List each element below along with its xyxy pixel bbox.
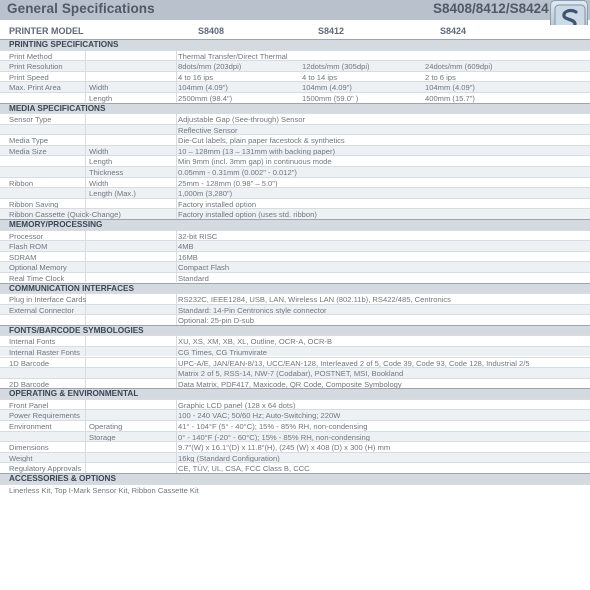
spec-row (0, 251, 590, 262)
column-divider (85, 199, 86, 209)
spec-value-s8408: 9.7"(W) x 16.1"(D) x 11.8"(H), (245 (W) x 408 (D) x 300 (H) mm (178, 443, 391, 453)
spec-row (0, 346, 590, 357)
section-header (0, 283, 590, 294)
spec-sublabel: Length (89, 157, 113, 167)
section-title: MEMORY/PROCESSING (9, 220, 103, 229)
spec-value-s8412: 104mm (4.09") (302, 83, 352, 93)
spec-label: SDRAM (9, 252, 37, 262)
spec-label: Max. Print Area (9, 83, 61, 93)
section-title: MEDIA SPECIFICATIONS (9, 103, 106, 113)
section-header (0, 39, 590, 50)
spec-value-s8408: Standard: 14-Pin Centronics style connector (178, 305, 327, 315)
section-title: COMMUNICATION INTERFACES (9, 283, 134, 293)
column-divider (176, 358, 177, 368)
column-divider (85, 315, 86, 325)
column-divider (176, 188, 177, 198)
spec-label: Print Resolution (9, 62, 63, 72)
column-divider (85, 336, 86, 346)
column-divider (85, 156, 86, 166)
spec-label: Power Requirements (9, 411, 80, 421)
column-divider (85, 146, 86, 156)
section-title: FONTS/BARCODE SYMBOLOGIES (9, 325, 144, 335)
spec-label: Front Panel (9, 400, 49, 410)
column-divider (85, 400, 86, 410)
spec-value-s8408: Reflective Sensor (178, 125, 238, 135)
column-divider (85, 135, 86, 145)
column-divider (176, 453, 177, 463)
column-divider (85, 51, 86, 61)
spec-row (0, 145, 590, 156)
column-divider (85, 453, 86, 463)
page-title: General Specifications (7, 1, 155, 16)
section-header (0, 473, 590, 484)
spec-value-s8408: UPC-A/E, JAN/EAN-8/13, UCC/EAN-128, Interleaved 2 of 5, Code 39, Code 93, Code 128, Industrial 2/5 (178, 358, 530, 368)
spec-row (0, 230, 590, 241)
column-divider (176, 51, 177, 61)
column-divider (85, 442, 86, 452)
spec-value-s8408: XU, XS, XM, XB, XL, Outline, OCR-A, OCR-B (178, 337, 333, 347)
spec-value-s8408: Min 9mm (incl. 3mm gap) in continuous mode (178, 157, 332, 167)
spec-row (0, 177, 590, 188)
spec-value-s8412: 1500mm (59.0" ) (302, 93, 359, 103)
spec-value-s8408: 10 – 128mm (13 – 131mm with backing paper) (178, 146, 336, 156)
column-divider (176, 231, 177, 241)
spec-value-s8408: 8dots/mm (203dpi) (178, 62, 242, 72)
section-title: PRINTING SPECIFICATIONS (9, 40, 119, 49)
spec-label: Flash ROM (9, 242, 48, 252)
spec-value-s8408: Compact Flash (178, 263, 230, 273)
spec-label: Internal Fonts (9, 337, 56, 347)
spec-value-s8408: 1,000m (3,280") (178, 189, 233, 199)
spec-label: Plug in Interface Cards (9, 295, 87, 304)
column-divider (85, 368, 86, 378)
spec-label: Print Speed (9, 72, 49, 82)
spec-label: Media Type (9, 136, 49, 146)
spec-value-s8408: CE, TÜV, UL, CSA, FCC Class B, CCC (178, 464, 310, 474)
spec-row (0, 124, 590, 135)
spec-label: Sensor Type (9, 115, 52, 124)
column-divider (176, 368, 177, 378)
spec-label: Ribbon Saving (9, 199, 59, 209)
spec-value-s8408: Data Matrix, PDF417, Maxicode, QR Code, Composite Symbology (178, 379, 402, 389)
column-divider (85, 410, 86, 420)
spec-value-s8408: 32-bit RISC (178, 231, 218, 241)
column-divider (176, 199, 177, 209)
column-divider (85, 114, 86, 124)
column-divider (176, 336, 177, 346)
spec-row (0, 60, 590, 71)
column-divider (176, 410, 177, 420)
column-divider (85, 82, 86, 92)
spec-value-s8408: 16MB (178, 252, 198, 262)
spec-row (0, 261, 590, 272)
spec-label: Dimensions (9, 443, 49, 453)
column-divider (85, 305, 86, 315)
column-divider (176, 146, 177, 156)
column-divider (176, 252, 177, 262)
column-divider (176, 305, 177, 315)
column-divider (176, 241, 177, 251)
spec-label: Weight (9, 453, 33, 463)
spec-value-s8408: 0° - 140°F (-20° - 60°C); 15% - 85% RH, non-condensing (178, 432, 370, 442)
spec-label: Media Size (9, 146, 47, 156)
spec-label: Linerless Kit, Top I-Mark Sensor Kit, Ribbon Cassette Kit (9, 485, 199, 495)
column-divider (85, 252, 86, 262)
model-s8408: S8408 (198, 26, 225, 36)
column-divider (176, 421, 177, 431)
column-divider (85, 262, 86, 272)
column-divider (85, 178, 86, 188)
column-divider (85, 188, 86, 198)
column-divider (176, 463, 177, 473)
spec-sublabel: Operating (89, 422, 123, 431)
spec-row (0, 367, 590, 378)
column-divider (176, 262, 177, 272)
spec-label: 2D Barcode (9, 379, 50, 389)
column-divider (176, 82, 177, 92)
spec-row (0, 272, 590, 283)
section-header (0, 219, 590, 230)
column-divider (85, 347, 86, 357)
spec-label: Processor (9, 231, 44, 241)
spec-value-s8424: 104mm (4.09") (425, 83, 475, 93)
spec-sublabel: Width (89, 146, 109, 156)
spec-value-s8408: Factory installed option (uses std. ribbon) (178, 210, 317, 220)
spec-sublabel: Thickness (89, 168, 124, 177)
spec-label: Print Method (9, 51, 53, 61)
spec-row (0, 462, 590, 473)
spec-label: 1D Barcode (9, 358, 50, 368)
spec-label: Environment (9, 422, 52, 431)
spec-label: Ribbon Cassette (Quick-Change) (9, 210, 121, 220)
spec-value-s8408: RS232C, IEEE1284, USB, LAN, Wireless LAN (802.11b), RS422/485, Centronics (178, 295, 451, 304)
spec-row (0, 357, 590, 368)
column-divider (85, 273, 86, 283)
section-title: OPERATING & ENVIRONMENTAL (9, 389, 139, 399)
spec-value-s8408: Standard (178, 273, 209, 283)
section-header (0, 388, 590, 399)
column-divider (176, 347, 177, 357)
spec-label: Internal Raster Fonts (9, 347, 80, 357)
spec-sublabel: Length (Max.) (89, 189, 136, 199)
column-divider (176, 294, 177, 304)
spec-value-s8424: 2 to 6 ips (425, 72, 456, 82)
spec-value-s8408: Optional: 25-pin D-sub (178, 316, 254, 326)
spec-row (0, 92, 590, 103)
spec-label: External Connector (9, 305, 75, 315)
spec-label: Real Time Clock (9, 273, 65, 283)
column-divider (85, 421, 86, 431)
column-divider (176, 209, 177, 219)
column-divider (85, 167, 86, 177)
spec-value-s8412: 12dots/mm (305dpi) (302, 62, 370, 72)
column-divider (85, 379, 86, 389)
column-divider (85, 231, 86, 241)
spec-value-s8408: 16kg (Standard Configuration) (178, 453, 280, 463)
column-divider (176, 114, 177, 124)
section-title: ACCESSORIES & OPTIONS (9, 474, 116, 483)
spec-value-s8408: 104mm (4.09") (178, 83, 228, 93)
column-divider (176, 93, 177, 103)
spec-row (0, 409, 590, 420)
spec-value-s8408: 41° - 104°F (5° - 40°C); 15% - 85% RH, non-condensing (178, 422, 368, 431)
model-s8412: S8412 (318, 26, 345, 36)
model-range-title: S8408/8412/S8424 (433, 1, 549, 16)
spec-value-s8408: Thermal Transfer/Direct Thermal (178, 51, 288, 61)
spec-row (0, 452, 590, 463)
spec-row (0, 81, 590, 92)
spec-value-s8424: 24dots/mm (609dpi) (425, 62, 493, 72)
column-divider (176, 379, 177, 389)
column-divider (176, 400, 177, 410)
spec-row (0, 134, 590, 145)
spec-value-s8408: 100 - 240 VAC; 50/60 Hz; Auto-Switching; 220W (178, 411, 341, 421)
column-divider (176, 315, 177, 325)
header-bar (0, 0, 590, 20)
spec-value-s8408: Graphic LCD panel (128 x 64 dots) (178, 400, 296, 410)
column-divider (85, 241, 86, 251)
column-divider (85, 125, 86, 135)
spec-row (0, 155, 590, 166)
spec-value-s8408: Matrix 2 of 5, RSS-14, NW-7 (Codabar), POSTNET, MSI, Bookland (178, 369, 404, 379)
column-divider (176, 125, 177, 135)
spec-row (0, 113, 590, 124)
spec-row (0, 166, 590, 177)
spec-row (0, 304, 590, 315)
spec-value-s8408: 0.05mm - 0.31mm (0.002" - 0.012") (178, 168, 297, 177)
spec-row (0, 484, 590, 495)
spec-value-s8408: CG Times, CG Triumvirate (178, 347, 268, 357)
column-divider (85, 358, 86, 368)
column-divider (176, 156, 177, 166)
spec-row (0, 399, 590, 410)
spec-value-s8412: 4 to 14 ips (302, 72, 338, 82)
spec-label: Regulatory Approvals (9, 464, 82, 474)
model-s8424: S8424 (440, 26, 467, 36)
spec-row (0, 314, 590, 325)
spec-value-s8424: 400mm (15.7") (425, 93, 475, 103)
spec-row (0, 198, 590, 209)
column-divider (176, 442, 177, 452)
printer-model-bar (0, 25, 590, 39)
column-divider (176, 135, 177, 145)
column-divider (176, 167, 177, 177)
spec-value-s8408: 4 to 16 ips (178, 72, 214, 82)
spec-row (0, 208, 590, 219)
column-divider (176, 72, 177, 82)
spec-sublabel: Width (89, 83, 109, 93)
spec-label: Optional Memory (9, 263, 67, 273)
spec-value-s8408: 2500mm (98.4") (178, 93, 233, 103)
column-divider (176, 178, 177, 188)
column-divider (85, 72, 86, 82)
spec-row (0, 187, 590, 198)
spec-row (0, 50, 590, 61)
spec-row (0, 335, 590, 346)
spec-sublabel: Width (89, 178, 109, 188)
spec-row (0, 431, 590, 442)
column-divider (85, 463, 86, 473)
spec-value-s8408: Factory installed option (178, 199, 257, 209)
spec-row (0, 420, 590, 431)
column-divider (176, 61, 177, 71)
spec-value-s8408: 4MB (178, 242, 194, 252)
spec-value-s8408: 25mm - 128mm (0.98" – 5.0") (178, 178, 278, 188)
spec-label: Ribbon (9, 178, 34, 188)
column-divider (85, 432, 86, 442)
spec-sublabel: Storage (89, 432, 116, 442)
column-divider (85, 61, 86, 71)
column-divider (176, 273, 177, 283)
column-divider (85, 93, 86, 103)
spec-row (0, 441, 590, 452)
column-divider (176, 432, 177, 442)
section-header (0, 103, 590, 114)
spec-row (0, 71, 590, 82)
spec-row (0, 293, 590, 304)
spec-sublabel: Length (89, 93, 113, 103)
spec-value-s8408: Adjustable Gap (See-through) Sensor (178, 115, 306, 124)
section-header (0, 325, 590, 336)
printer-model-label: PRINTER MODEL (9, 26, 84, 36)
spec-row (0, 378, 590, 389)
spec-row (0, 240, 590, 251)
spec-value-s8408: Die-Cut labels, plain paper facestock & synthetics (178, 136, 345, 146)
